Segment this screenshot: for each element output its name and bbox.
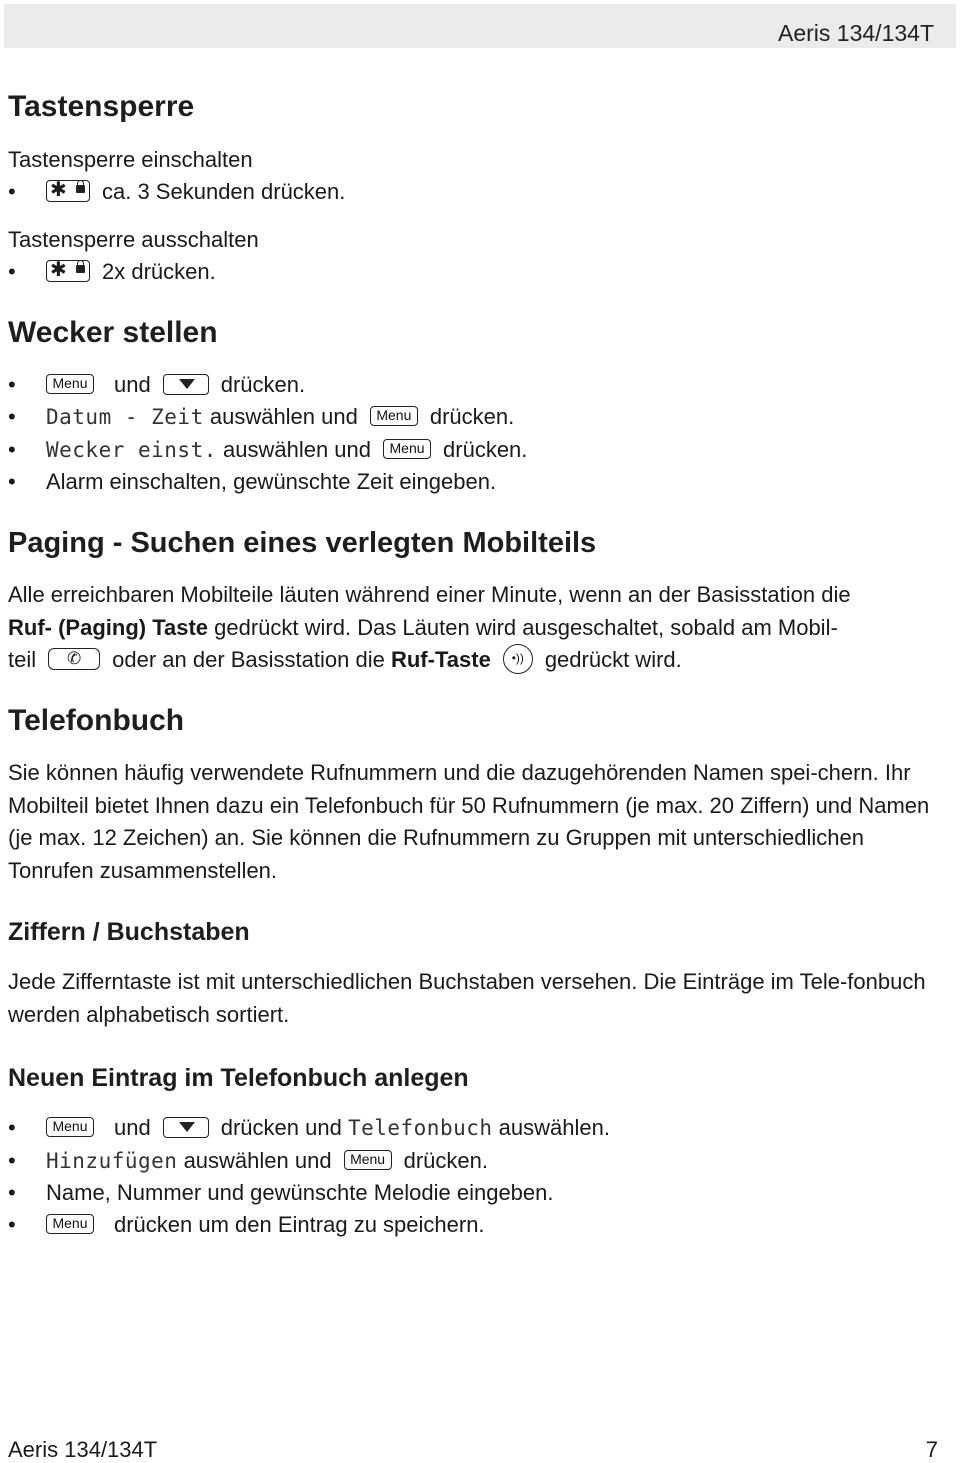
keysperre-on-text: ca. 3 Sekunden drücken. <box>102 179 346 204</box>
heading-tastensperre: Tastensperre <box>8 90 195 123</box>
bullet-icon: • <box>8 259 16 284</box>
paging-key-icon: •)) <box>503 644 533 674</box>
keysperre-off-label: Tastensperre ausschalten <box>8 227 259 252</box>
lcd-text: Datum - Zeit <box>46 405 204 429</box>
menu-key-icon: Menu <box>383 439 431 459</box>
wecker-step-1: • Menu und drücken. <box>8 372 306 397</box>
lcd-text: Wecker einst. <box>46 438 217 462</box>
paging-line-2: Ruf- (Paging) Taste gedrückt wird. Das Läuten wird ausgeschaltet, sobald am Mobil- <box>8 615 838 640</box>
wecker-step-4: • Alarm einschalten, gewünschte Zeit eingeben. <box>8 469 497 494</box>
menu-key-icon: Menu <box>344 1150 392 1170</box>
arrow-down-key-icon <box>163 374 209 395</box>
paging-line-1: Alle erreichbaren Mobilteile läuten während einer Minute, wenn an der Basisstation die <box>8 582 851 607</box>
menu-key-icon: Menu <box>370 406 418 426</box>
menu-key-icon: Menu <box>46 1117 94 1137</box>
star-lock-key-icon: ✱ <box>46 180 90 202</box>
phone-key-icon: ✆ <box>48 648 100 670</box>
eintrag-step-1: • Menu und drücken und Telefonbuch auswählen. <box>8 1115 610 1140</box>
heading-ziffern: Ziffern / Buchstaben <box>8 918 250 946</box>
eintrag-step-2: • Hinzufügen auswählen und Menu drücken. <box>8 1148 488 1173</box>
header-title: Aeris 134/134T <box>778 20 934 46</box>
eintrag-step-4: • Menu drücken um den Eintrag zu speichern. <box>8 1212 485 1237</box>
keysperre-off-step <box>8 256 216 288</box>
lcd-text: Hinzufügen <box>46 1149 178 1173</box>
keysperre-on-step <box>8 176 345 208</box>
telefonbuch-text: Sie können häufig verwendete Rufnummern und die dazugehörenden Namen spei-chern. Ihr Mobilteil bietet Ihnen dazu ein Telefonbuch für 50 Rufnummern (je max. 20 Ziffern) und Namen (je max. 12 Zeichen) an. Sie können die Rufnummern zu Gruppen mit unterschiedlichen Tonrufen zusammenstellen. <box>8 760 930 883</box>
eintrag-step-3: • Name, Nummer und gewünschte Melodie eingeben. <box>8 1180 554 1205</box>
lcd-text: Telefonbuch <box>347 1116 493 1140</box>
header-bar <box>4 4 956 48</box>
heading-telefonbuch: Telefonbuch <box>8 704 185 737</box>
menu-key-icon: Menu <box>46 374 94 394</box>
keysperre-on-label: Tastensperre einschalten <box>8 147 253 172</box>
ziffern-text: Jede Zifferntaste ist mit unterschiedlichen Buchstaben versehen. Die Einträge im Tele-fonbuch werden alphabetisch sortiert. <box>8 969 926 1027</box>
heading-eintrag: Neuen Eintrag im Telefonbuch anlegen <box>8 1064 469 1092</box>
wecker-step-3: • Wecker einst. auswählen und Menu drücken. <box>8 437 528 462</box>
arrow-down-key-icon <box>163 1117 209 1138</box>
paging-line-3: teil ✆ oder an der Basisstation die Ruf-Taste •)) gedrückt wird. <box>8 644 682 676</box>
wecker-step-2: • Datum - Zeit auswählen und Menu drücken. <box>8 404 515 429</box>
bullet-icon: • <box>8 179 16 204</box>
menu-key-icon: Menu <box>46 1214 94 1234</box>
star-lock-key-icon: ✱ <box>46 260 90 282</box>
heading-wecker: Wecker stellen <box>8 316 218 349</box>
footer-model: Aeris 134/134T <box>8 1437 158 1462</box>
heading-paging: Paging - Suchen eines verlegten Mobilteils <box>8 527 597 559</box>
keysperre-off-text: 2x drücken. <box>102 259 216 284</box>
page-number: 7 <box>925 1437 938 1462</box>
